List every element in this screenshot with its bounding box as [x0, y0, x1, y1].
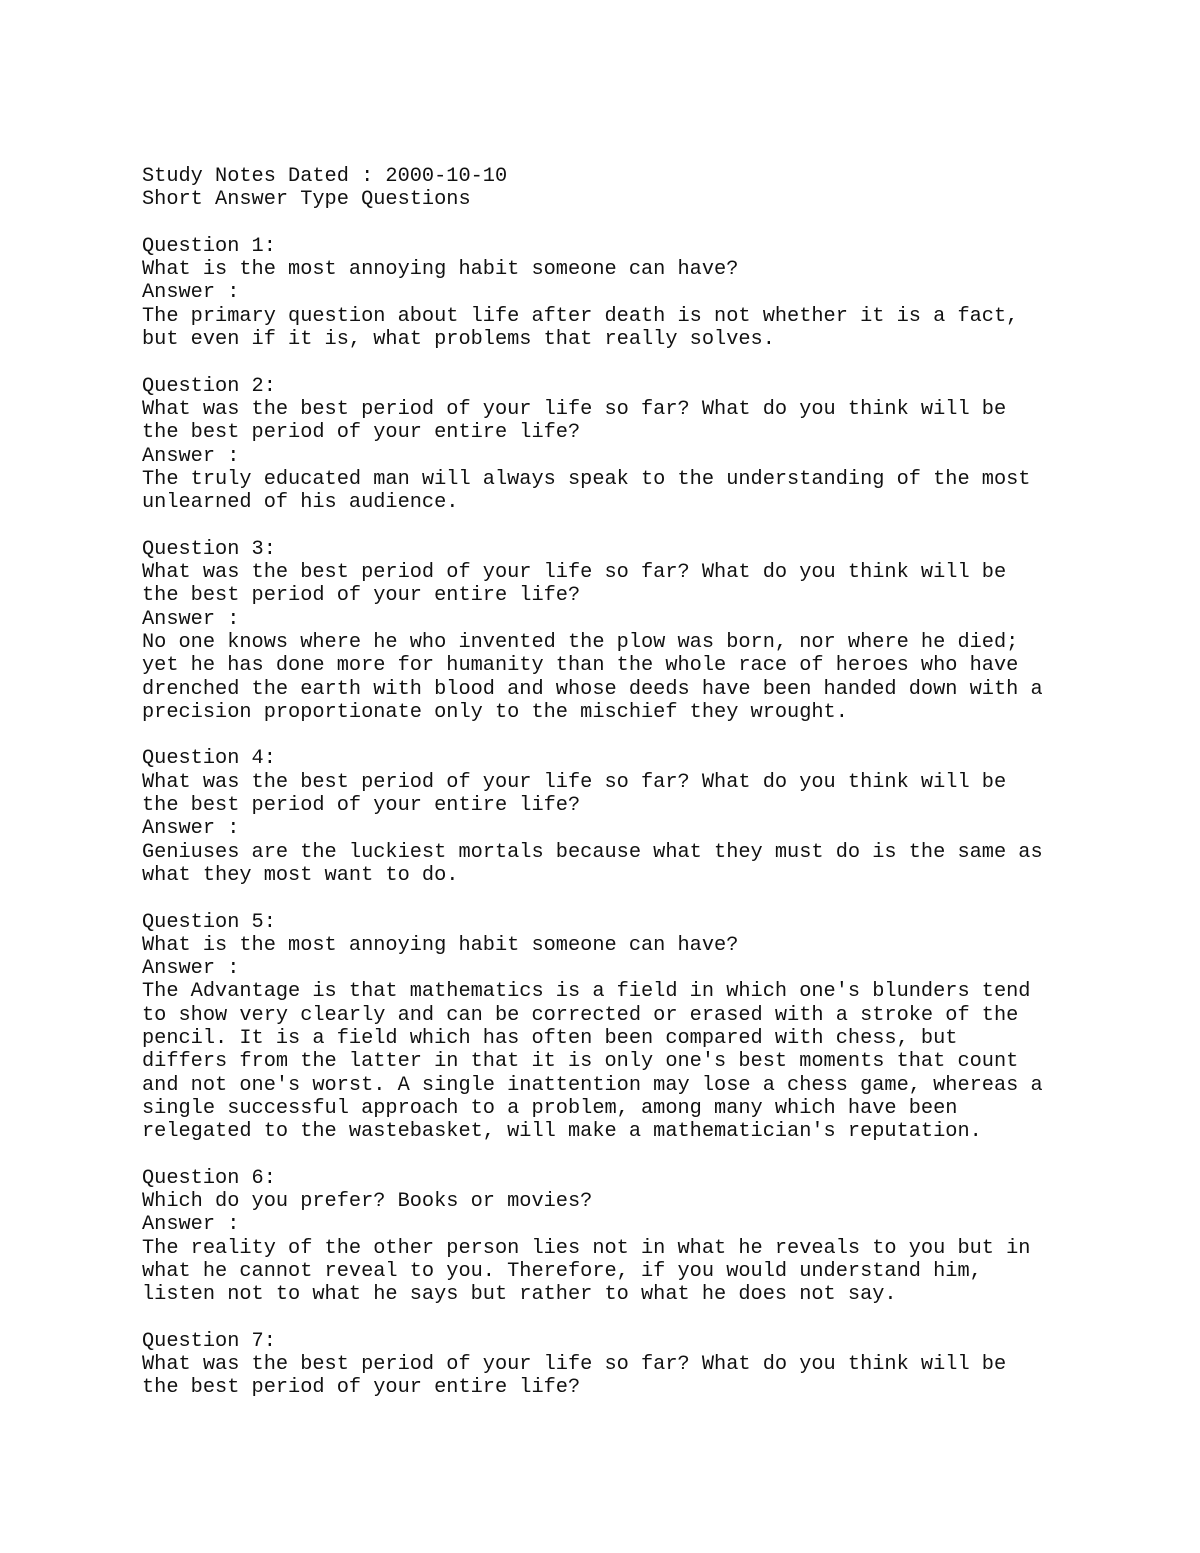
- answer-text: Geniuses are the luckiest mortals because what they must do is the same as: [142, 840, 1043, 864]
- question-label: Question 4:: [142, 747, 276, 771]
- question-text: Which do you prefer? Books or movies?: [142, 1190, 593, 1214]
- question-block: [142, 747, 1142, 887]
- answer-text: precision proportionate only to the mischief they wrought.: [142, 700, 848, 724]
- question-label: Question 6:: [142, 1166, 276, 1190]
- spacer: [142, 351, 1142, 374]
- document-page: [142, 165, 1142, 1400]
- question-text: the best period of your entire life?: [142, 1376, 581, 1400]
- spacer: [142, 887, 1142, 910]
- question-text: What was the best period of your life so far? What do you think will be: [142, 561, 1007, 585]
- answer-text: single successful approach to a problem, among many which have been: [142, 1096, 958, 1120]
- answer-label: Answer :: [142, 281, 240, 305]
- answer-text: to show very clearly and can be corrected or erased with a stroke of the: [142, 1003, 1019, 1027]
- spacer: [142, 212, 1142, 235]
- document-title: Study Notes Dated : 2000-10-10: [142, 165, 508, 188]
- question-block: [142, 235, 1142, 351]
- question-text: What is the most annoying habit someone can have?: [142, 258, 739, 282]
- question-text: What is the most annoying habit someone can have?: [142, 933, 739, 957]
- answer-text: what they most want to do.: [142, 863, 459, 887]
- question-text: What was the best period of your life so far? What do you think will be: [142, 397, 1007, 421]
- answer-text: The Advantage is that mathematics is a field in which one's blunders tend: [142, 980, 1031, 1004]
- spacer: [142, 514, 1142, 537]
- question-block: [142, 375, 1142, 515]
- answer-text: No one knows where he who invented the plow was born, nor where he died;: [142, 630, 1019, 654]
- answer-text: differs from the latter in that it is only one's best moments that count: [142, 1050, 1019, 1074]
- answer-text: but even if it is, what problems that really solves.: [142, 328, 775, 352]
- answer-text: yet he has done more for humanity than the whole race of heroes who have: [142, 654, 1019, 678]
- answer-text: unlearned of his audience.: [142, 491, 459, 515]
- question-label: Question 3:: [142, 537, 276, 561]
- answer-text: relegated to the wastebasket, will make a mathematician's reputation.: [142, 1120, 982, 1144]
- question-label: Question 1:: [142, 234, 276, 258]
- questions-list: [142, 235, 1142, 1400]
- question-label: Question 5:: [142, 910, 276, 934]
- answer-text: listen not to what he says but rather to what he does not say.: [142, 1283, 897, 1307]
- question-block: [142, 911, 1142, 1144]
- question-block: [142, 1330, 1142, 1400]
- question-text: the best period of your entire life?: [142, 421, 581, 445]
- answer-label: Answer :: [142, 957, 240, 981]
- spacer: [142, 724, 1142, 747]
- answer-text: what he cannot reveal to you. Therefore, if you would understand him,: [142, 1259, 982, 1283]
- answer-text: The reality of the other person lies not in what he reveals to you but in: [142, 1236, 1031, 1260]
- answer-text: and not one's worst. A single inattention may lose a chess game, whereas a: [142, 1073, 1043, 1097]
- answer-label: Answer :: [142, 444, 240, 468]
- question-block: [142, 538, 1142, 724]
- question-label: Question 2:: [142, 374, 276, 398]
- question-text: What was the best period of your life so far? What do you think will be: [142, 770, 1007, 794]
- answer-label: Answer :: [142, 607, 240, 631]
- spacer: [142, 1143, 1142, 1166]
- question-block: [142, 1167, 1142, 1307]
- answer-label: Answer :: [142, 817, 240, 841]
- question-label: Question 7:: [142, 1329, 276, 1353]
- answer-text: The truly educated man will always speak to the understanding of the most: [142, 467, 1031, 491]
- answer-text: pencil. It is a field which has often been compared with chess, but: [142, 1026, 958, 1050]
- answer-text: The primary question about life after death is not whether it is a fact,: [142, 304, 1019, 328]
- answer-text: drenched the earth with blood and whose deeds have been handed down with a: [142, 677, 1043, 701]
- spacer: [142, 1307, 1142, 1330]
- answer-label: Answer :: [142, 1213, 240, 1237]
- question-text: the best period of your entire life?: [142, 794, 581, 818]
- question-text: What was the best period of your life so far? What do you think will be: [142, 1353, 1007, 1377]
- question-text: the best period of your entire life?: [142, 584, 581, 608]
- document-subtitle: Short Answer Type Questions: [142, 188, 471, 212]
